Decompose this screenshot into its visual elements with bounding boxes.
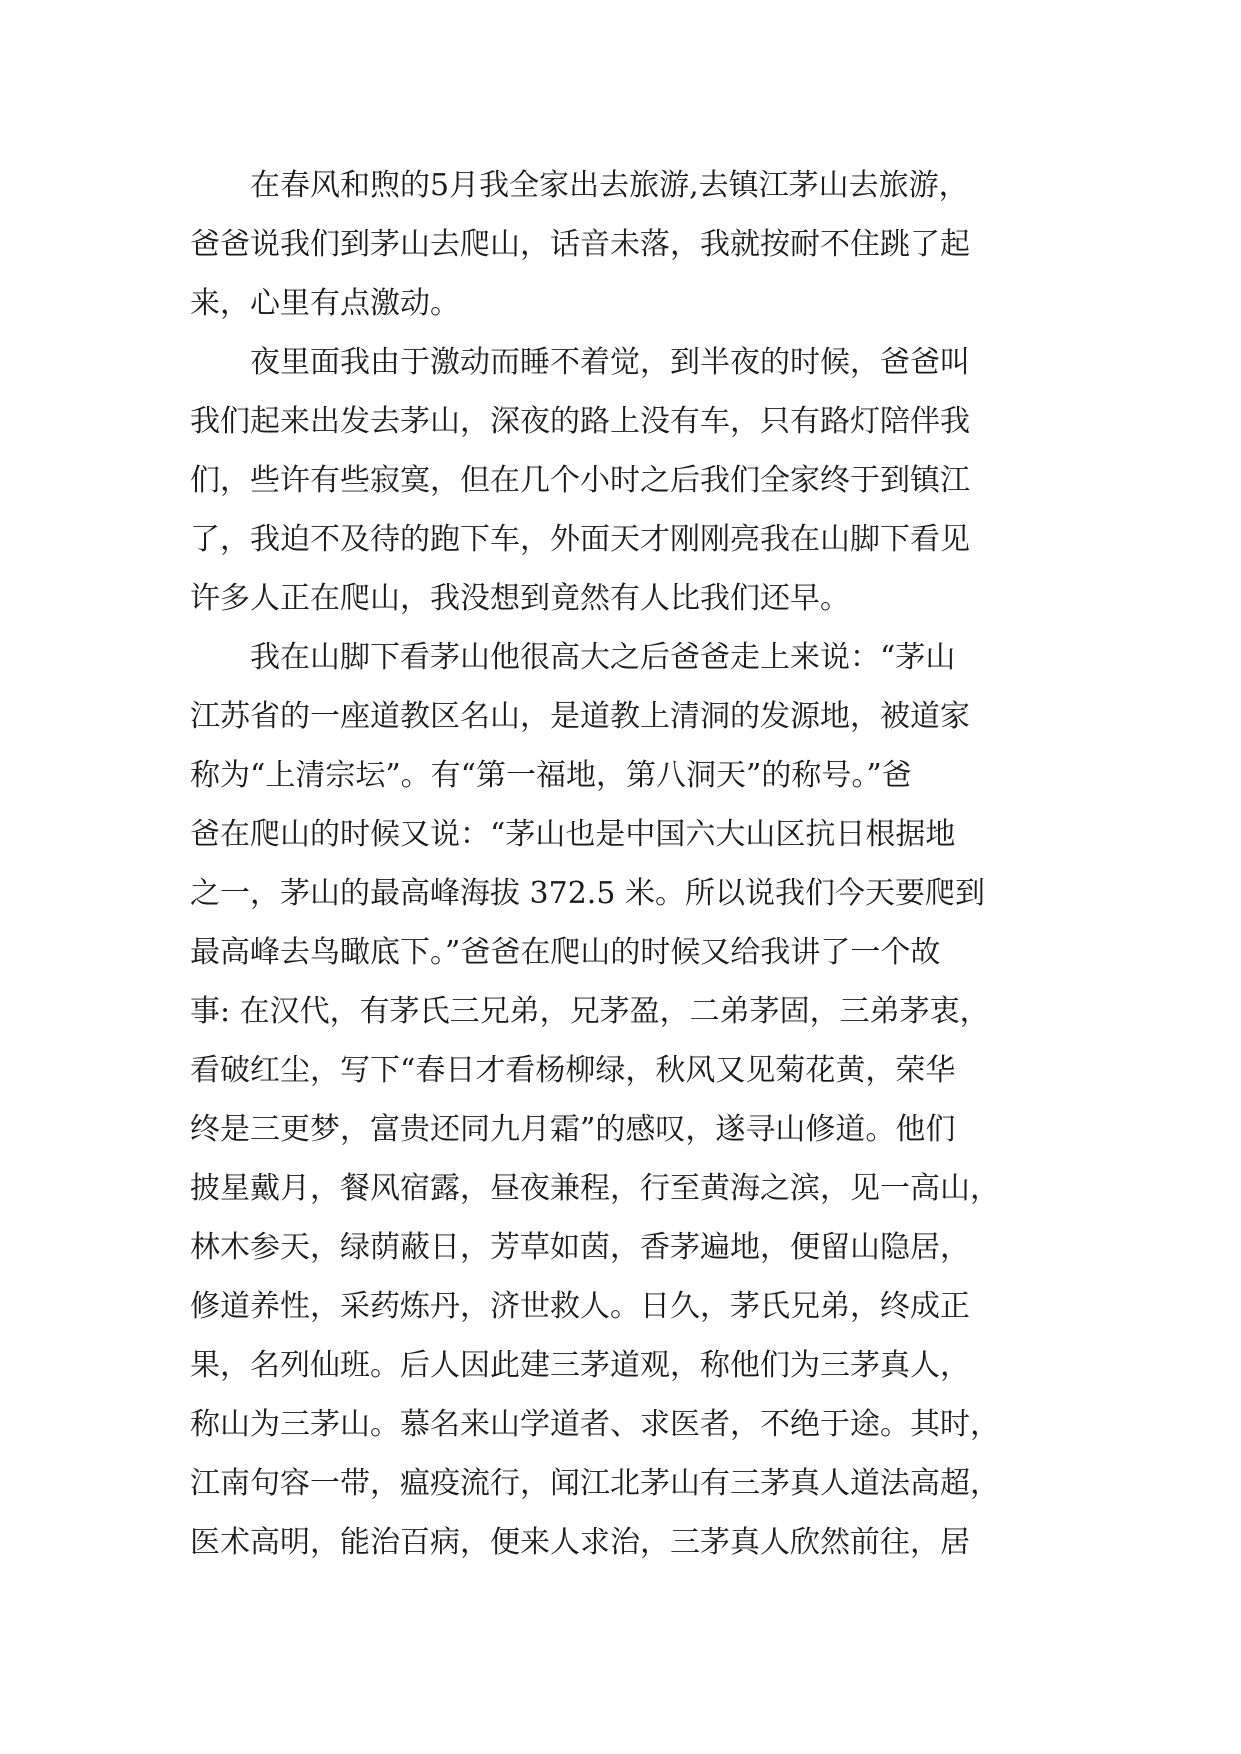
- text-line: [190, 1513, 1052, 1572]
- text-line: [190, 1100, 1052, 1159]
- text-line-content: 我在山脚下看茅山他很高大之后爸爸走上来说：“茅山: [190, 640, 956, 675]
- text-line-content: 江苏省的一座道教区名山，是道教上清洞的发源地，被道家: [190, 699, 970, 734]
- text-line: [190, 392, 1052, 451]
- text-line: [190, 1277, 1052, 1336]
- text-line: [190, 569, 1052, 628]
- text-line-content: 爸爸说我们到茅山去爬山，话音未落，我就按耐不住跳了起: [190, 227, 970, 262]
- text-line: [190, 156, 1052, 215]
- text-line-content: 称山为三茅山。慕名来山学道者、求医者，不绝于途。其时，: [190, 1407, 1000, 1442]
- text-line: [190, 1336, 1052, 1395]
- text-line-content: 修道养性，采药炼丹，济世救人。日久，茅氏兄弟，终成正: [190, 1289, 970, 1324]
- text-line-content: 事: 在汉代，有茅氏三兄弟，兄茅盈，二弟茅固，三弟茅衷，: [190, 994, 990, 1029]
- text-line: [190, 1041, 1052, 1100]
- text-line-content: 来，心里有点激动。: [190, 286, 460, 321]
- text-line-content: 终是三更梦，富贵还同九月霜”的感叹，遂寻山修道。他们: [190, 1112, 956, 1147]
- text-line-content: 医术高明，能治百病，便来人求治，三茅真人欣然前往，居: [190, 1525, 970, 1560]
- text-line-content: 许多人正在爬山，我没想到竟然有人比我们还早。: [190, 581, 850, 616]
- text-line: [190, 746, 1052, 805]
- text-line: [190, 333, 1052, 392]
- text-line: [190, 923, 1052, 982]
- text-line-content: 夜里面我由于激动而睡不着觉，到半夜的时候，爸爸叫: [190, 345, 970, 380]
- text-line-content: 我们起来出发去茅山，深夜的路上没有车，只有路灯陪伴我: [190, 404, 970, 439]
- text-line: [190, 982, 1052, 1041]
- text-line-content: 果，名列仙班。后人因此建三茅道观，称他们为三茅真人，: [190, 1348, 970, 1383]
- text-line: [190, 1454, 1052, 1513]
- text-line: [190, 687, 1052, 746]
- text-line-content: 林木参天，绿荫蔽日，芳草如茵，香茅遍地，便留山隐居，: [190, 1230, 970, 1265]
- text-line-content: 们，些许有些寂寞，但在几个小时之后我们全家终于到镇江: [190, 463, 970, 498]
- text-line: [190, 451, 1052, 510]
- text-line-content: 看破红尘，写下“春日才看杨柳绿，秋风又见菊花黄，荣华: [190, 1053, 956, 1088]
- text-line-content: 在春风和煦的5月我全家出去旅游,去镇江茅山去旅游，: [190, 168, 969, 203]
- text-line-content: 江南句容一带，瘟疫流行，闻江北茅山有三茅真人道法高超，: [190, 1466, 1000, 1501]
- text-line: [190, 805, 1052, 864]
- text-line: [190, 628, 1052, 687]
- text-line: [190, 1218, 1052, 1277]
- text-line: [190, 215, 1052, 274]
- text-line: [190, 274, 1052, 333]
- text-line: [190, 1395, 1052, 1454]
- text-line: [190, 1159, 1052, 1218]
- text-line-content: 称为“上清宗坛”。有“第一福地，第八洞天”的称号。”爸: [190, 758, 912, 793]
- text-line: [190, 510, 1052, 569]
- text-line-content: 爸在爬山的时候又说：“茅山也是中国六大山区抗日根据地: [190, 817, 956, 852]
- text-line-content: 披星戴月，餐风宿露，昼夜兼程，行至黄海之滨，见一高山，: [190, 1171, 1000, 1206]
- text-line-content: 最高峰去鸟瞰底下。”爸爸在爬山的时候又给我讲了一个故: [190, 935, 941, 970]
- text-line-content: 了，我迫不及待的跑下车，外面天才刚刚亮我在山脚下看见: [190, 522, 970, 557]
- text-line: [190, 864, 1052, 923]
- text-line-content: 之一，茅山的最高峰海拔 372.5 米。所以说我们今天要爬到: [190, 876, 985, 911]
- document-body: [190, 156, 1052, 1572]
